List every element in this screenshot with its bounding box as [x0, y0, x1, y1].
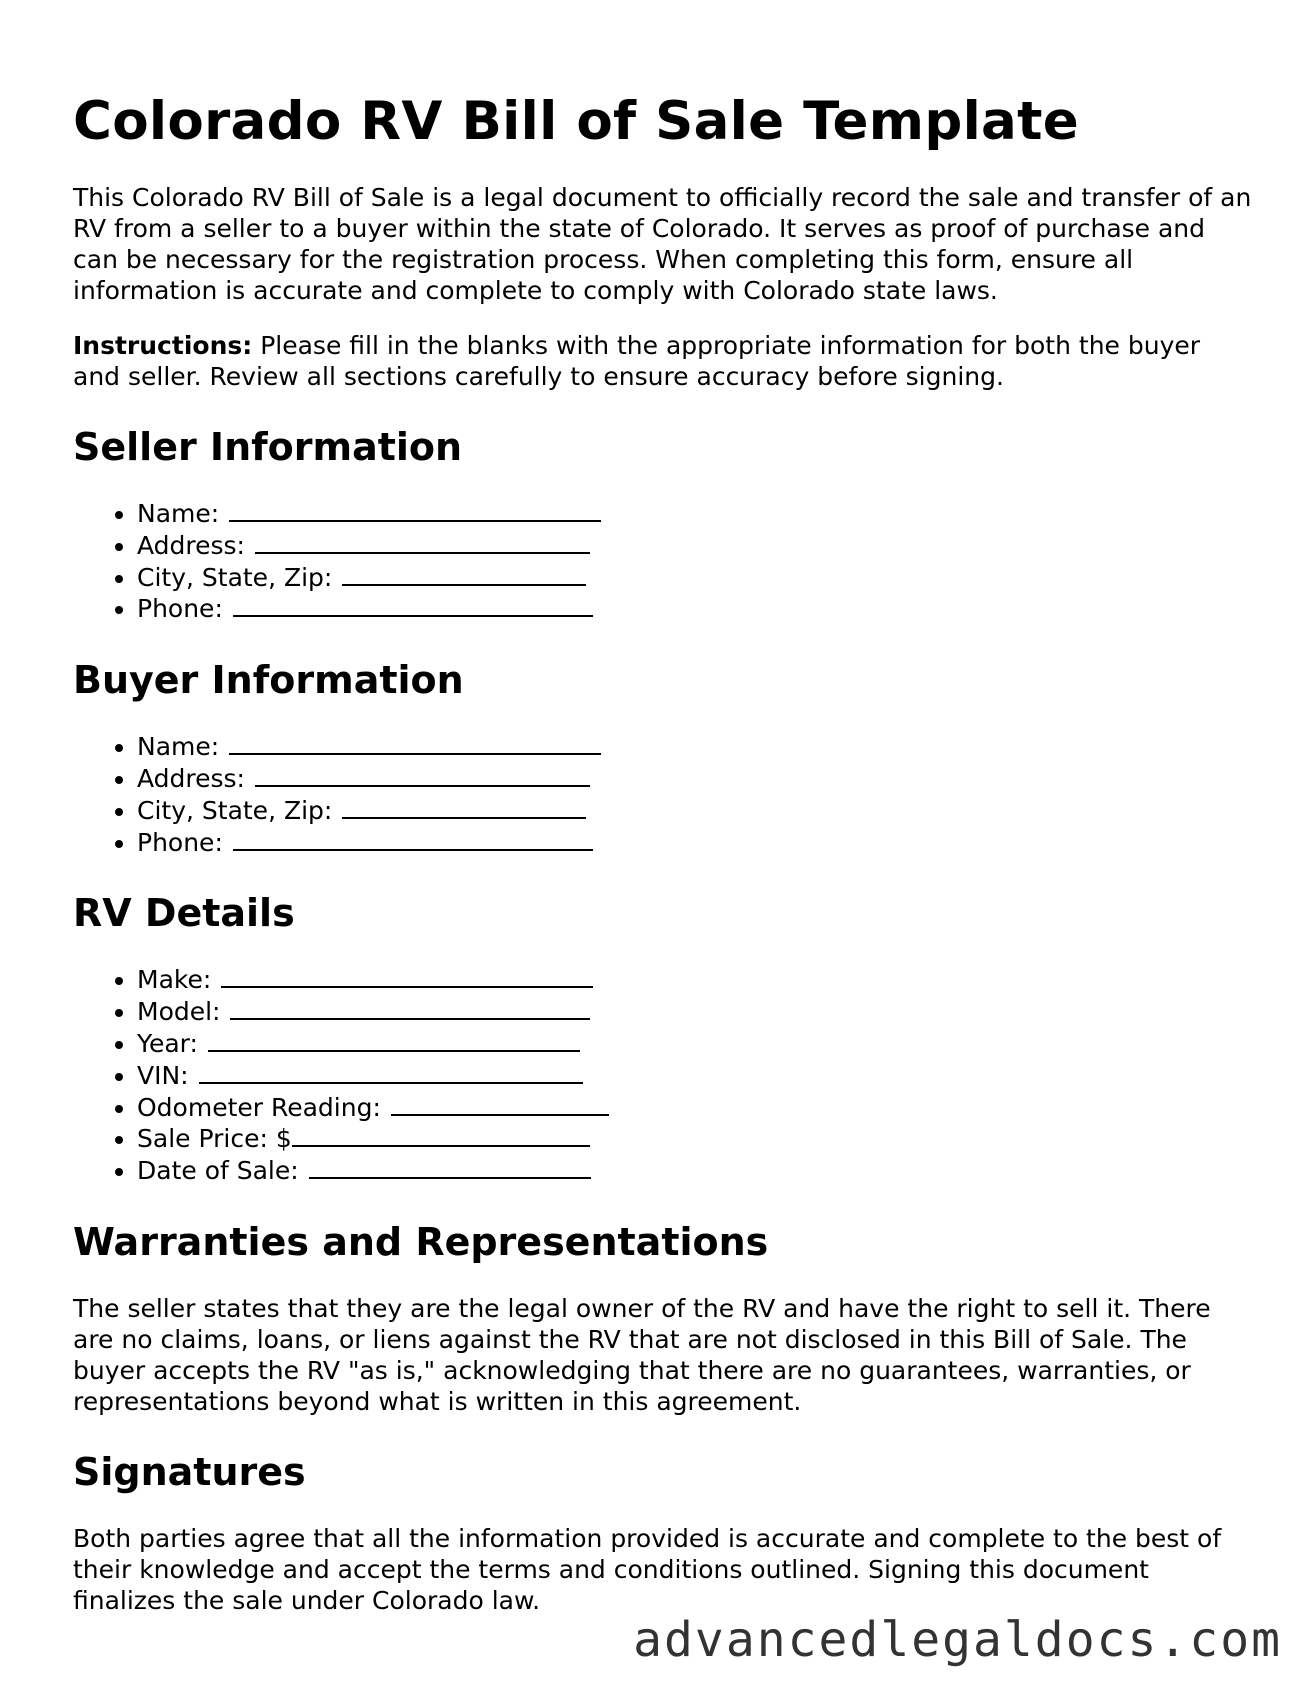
list-item [137, 1123, 1253, 1155]
warranties-heading: Warranties and Representations [73, 1219, 769, 1264]
field-label: Sale Price: $ [137, 1124, 292, 1154]
city-state-zip-blank[interactable] [342, 795, 586, 819]
document-page [73, 86, 1253, 1640]
list-item [137, 827, 1253, 859]
instructions-text: Please fill in the blanks with the appropriate information for both the buyer and seller. Review all sections carefully to ensure accuracy before signing. [73, 331, 1201, 391]
instructions-label: Instructions: [73, 331, 253, 360]
list-item [137, 763, 1253, 795]
sale-price-blank[interactable] [292, 1123, 590, 1147]
signatures-paragraph: Both parties agree that all the information provided is accurate and complete to the best of their knowledge and accept the terms and conditions outlined. Signing this document finalizes the sale under Colorado law. [73, 1523, 1222, 1615]
list-item [137, 964, 1253, 996]
watermark: advancedlegaldocs.com [633, 1612, 1282, 1668]
instructions-paragraph [73, 330, 1253, 392]
field-label: Phone: [137, 594, 223, 624]
field-label: Year: [137, 1028, 198, 1058]
list-item [137, 1028, 1253, 1060]
intro-paragraph: This Colorado RV Bill of Sale is a legal document to officially record the sale and transfer of an RV from a seller to a buyer within the state of Colorado. It serves as proof of purchase and can be necessary for the registration process. When completing this form, ensure all information is accurate and complete to comply with Colorado state laws. [73, 183, 1252, 305]
rv-details-heading: RV Details [73, 891, 295, 936]
seller-fields [73, 498, 1253, 625]
phone-blank[interactable] [233, 593, 593, 617]
list-item [137, 562, 1253, 594]
odometer-blank[interactable] [391, 1092, 609, 1116]
signatures-heading: Signatures [73, 1449, 306, 1494]
list-item [137, 996, 1253, 1028]
field-label: Address: [137, 530, 245, 560]
buyer-fields [73, 731, 1253, 858]
warranties-paragraph: The seller states that they are the legal owner of the RV and have the right to sell it. There are no claims, loans, or liens against the RV that are not disclosed in this Bill of Sale. The buyer accepts the RV "as is," acknowledging that there are no guarantees, warranties, or representations beyond what is written in this agreement. [73, 1293, 1211, 1416]
vin-blank[interactable] [199, 1060, 583, 1084]
list-item [137, 593, 1253, 625]
address-blank[interactable] [255, 530, 590, 554]
name-blank[interactable] [229, 731, 601, 755]
list-item [137, 1060, 1253, 1092]
list-item [137, 1092, 1253, 1124]
list-item [137, 731, 1253, 763]
year-blank[interactable] [208, 1028, 580, 1052]
list-item [137, 1155, 1253, 1187]
list-item [137, 530, 1253, 562]
make-blank[interactable] [221, 964, 593, 988]
field-label: City, State, Zip: [137, 562, 333, 592]
field-label: City, State, Zip: [137, 795, 333, 825]
list-item [137, 795, 1253, 827]
seller-heading: Seller Information [73, 425, 463, 469]
phone-blank[interactable] [233, 827, 593, 851]
model-blank[interactable] [230, 996, 590, 1020]
list-item [137, 498, 1253, 530]
buyer-heading: Buyer Information [73, 658, 464, 703]
field-label: Model: [137, 997, 221, 1027]
field-label: Name: [137, 732, 220, 762]
field-label: Make: [137, 965, 212, 995]
rv-fields [73, 964, 1253, 1187]
field-label: Odometer Reading: [137, 1092, 381, 1122]
page-title: Colorado RV Bill of Sale Template [73, 91, 1079, 152]
field-label: Name: [137, 499, 220, 528]
field-label: Phone: [137, 827, 223, 857]
date-of-sale-blank[interactable] [309, 1155, 591, 1179]
address-blank[interactable] [255, 763, 590, 787]
name-blank[interactable] [229, 498, 601, 522]
field-label: Address: [137, 763, 245, 793]
city-state-zip-blank[interactable] [342, 562, 586, 586]
field-label: Date of Sale: [137, 1156, 299, 1186]
field-label: VIN: [137, 1060, 189, 1090]
